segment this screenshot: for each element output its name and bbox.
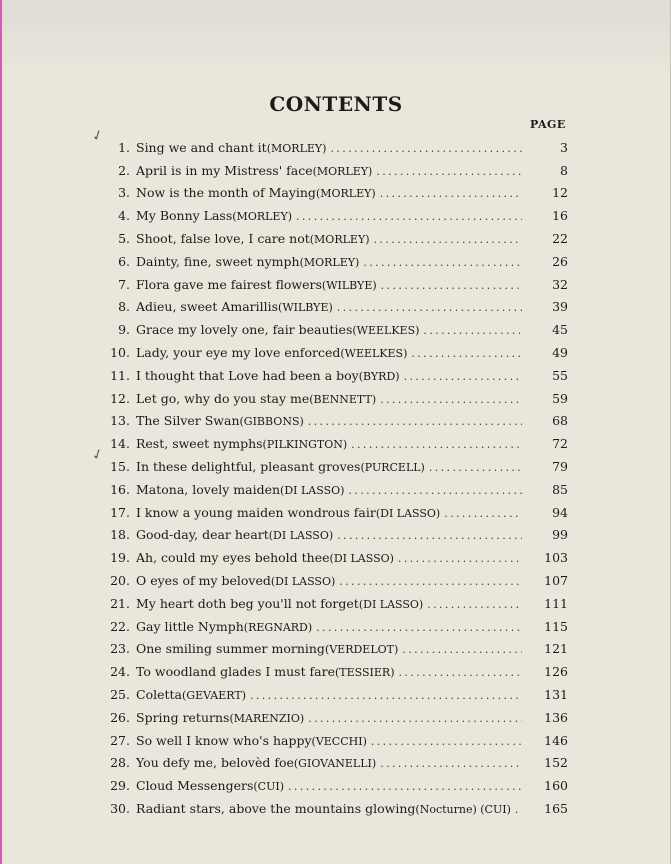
entry-title: Matona, lovely maiden xyxy=(136,481,281,497)
dot-leader xyxy=(330,142,522,155)
entry-text xyxy=(136,664,536,679)
entry-number: 18. xyxy=(110,527,130,543)
toc-row xyxy=(102,501,568,524)
dot-leader xyxy=(380,757,522,770)
entry-number: 6. xyxy=(118,253,130,269)
dot-leader xyxy=(411,347,522,360)
entry-page: 94 xyxy=(552,504,568,520)
entry-text xyxy=(136,619,536,634)
entry-composer: (PURCELL) xyxy=(360,461,425,475)
dot-leader xyxy=(296,210,522,223)
entry-title: Lady, your eye my love enforced xyxy=(136,345,341,361)
dot-leader xyxy=(363,256,522,269)
entry-composer: (GEVAERT) xyxy=(181,689,246,703)
dot-leader xyxy=(348,484,522,497)
entry-text xyxy=(136,345,536,360)
entry-number: 15. xyxy=(110,459,130,475)
entry-number: 1. xyxy=(118,139,130,155)
entry-page: 8 xyxy=(560,162,568,178)
dot-leader xyxy=(339,575,522,588)
entry-page: 131 xyxy=(544,687,568,703)
entry-composer: (DI LASSO) xyxy=(268,529,334,543)
entry-number: 2. xyxy=(118,162,130,178)
entry-title: Ah, could my eyes behold thee xyxy=(136,550,330,566)
entry-number: 17. xyxy=(110,504,130,520)
toc-row xyxy=(102,752,568,775)
entry-composer: (MORLEY) xyxy=(309,233,370,247)
entry-title: Let go, why do you stay me xyxy=(136,390,310,406)
entry-page: 136 xyxy=(544,709,568,725)
entry-page: 99 xyxy=(552,527,568,543)
entry-title: Sing we and chant it xyxy=(136,139,267,155)
entry-page: 45 xyxy=(552,322,568,338)
entry-composer: (DI LASSO) xyxy=(375,506,441,520)
dot-leader xyxy=(337,529,522,542)
entry-text xyxy=(136,254,536,269)
entry-composer: (MORLEY) xyxy=(232,210,293,224)
entry-page: 16 xyxy=(552,208,568,224)
entry-composer: (MARENZIO) xyxy=(229,711,305,725)
entry-composer: (MORLEY) xyxy=(312,164,373,178)
entry-page: 126 xyxy=(544,664,568,680)
entry-number: 3. xyxy=(118,185,130,201)
entry-title: My Bonny Lass xyxy=(136,208,233,224)
toc-row xyxy=(102,204,568,227)
entry-text xyxy=(136,436,536,451)
entry-number: 5. xyxy=(118,231,130,247)
toc-row xyxy=(102,478,568,501)
table-of-contents xyxy=(89,126,568,820)
entry-text xyxy=(136,368,536,383)
entry-title: One smiling summer morning xyxy=(136,641,325,657)
entry-composer: (BYRD) xyxy=(358,369,400,383)
entry-composer: (REGNARD) xyxy=(243,620,313,634)
entry-text xyxy=(136,231,536,246)
entry-page: 107 xyxy=(544,573,568,589)
entry-title: Adieu, sweet Amarillis xyxy=(136,299,279,315)
entry-number: 4. xyxy=(118,208,130,224)
toc-row xyxy=(102,341,568,364)
entry-title: I thought that Love had been a boy xyxy=(136,367,359,383)
toc-row xyxy=(102,615,568,638)
entry-title: Gay little Nymph xyxy=(136,618,244,634)
dot-leader xyxy=(376,165,522,178)
entry-number: 11. xyxy=(110,367,130,383)
entry-title: Rest, sweet nymphs xyxy=(136,436,263,452)
entry-text xyxy=(136,733,536,748)
dot-leader xyxy=(399,666,522,679)
entry-text xyxy=(136,755,536,770)
entry-number: 13. xyxy=(110,413,130,429)
entry-composer: (BENNETT) xyxy=(309,392,377,406)
toc-row xyxy=(102,182,568,205)
entry-title: Grace my lovely one, fair beauties xyxy=(136,322,353,338)
toc-row xyxy=(102,410,568,433)
entry-composer: (DI LASSO) xyxy=(280,483,345,497)
entry-composer: (MORLEY) xyxy=(315,187,376,201)
toc-row xyxy=(102,797,568,820)
entry-page: 121 xyxy=(544,641,568,657)
entry-composer: (PILKINGTON) xyxy=(262,438,348,452)
entry-text xyxy=(136,185,536,200)
entry-page: 115 xyxy=(544,618,568,634)
entry-page: 59 xyxy=(552,390,568,406)
entry-title: Radiant stars, above the mountains glowing xyxy=(136,801,416,816)
page-title: CONTENTS xyxy=(269,92,403,116)
entry-text xyxy=(136,687,536,702)
dot-leader xyxy=(250,689,522,702)
entry-title: April is in my Mistress' face xyxy=(136,162,313,178)
entry-title: You defy me, belovèd foe xyxy=(136,755,294,771)
entry-text xyxy=(136,710,536,725)
pencil-check-mark-icon: ✓ xyxy=(89,126,107,146)
dot-leader xyxy=(404,370,522,383)
entry-text xyxy=(136,573,536,588)
entry-text xyxy=(136,208,536,223)
entry-page: 3 xyxy=(560,139,568,155)
entry-text xyxy=(136,527,536,542)
entry-text xyxy=(136,505,536,520)
entry-page: 160 xyxy=(544,778,568,794)
toc-row xyxy=(89,126,568,159)
toc-row xyxy=(102,250,568,273)
entry-page: 32 xyxy=(552,276,568,292)
entry-page: 39 xyxy=(552,299,568,315)
entry-number: 10. xyxy=(110,345,130,361)
entry-text xyxy=(136,801,536,816)
entry-page: 12 xyxy=(552,185,568,201)
entry-title: In these delightful, pleasant groves xyxy=(136,459,361,475)
entry-text xyxy=(136,641,536,656)
entry-number: 21. xyxy=(110,595,130,611)
entry-number: 14. xyxy=(110,436,130,452)
entry-page: 72 xyxy=(552,436,568,452)
entry-text xyxy=(136,482,536,497)
dot-leader xyxy=(423,324,522,337)
entry-title: Cloud Messengers xyxy=(136,778,254,794)
entry-page: 103 xyxy=(544,550,568,566)
toc-row xyxy=(102,318,568,341)
entry-composer: (DI LASSO) xyxy=(270,575,336,589)
entry-page: 68 xyxy=(552,413,568,429)
toc-row xyxy=(102,524,568,547)
entry-text xyxy=(136,299,536,314)
entry-composer: (DI LASSO) xyxy=(329,552,394,566)
entry-number: 16. xyxy=(110,481,130,497)
entry-text xyxy=(136,163,536,178)
entry-page: 85 xyxy=(552,481,568,497)
toc-row xyxy=(102,683,568,706)
entry-composer: (WEELKES) xyxy=(352,324,420,338)
entry-number: 22. xyxy=(110,618,130,634)
entry-number: 26. xyxy=(110,709,130,725)
entry-number: 12. xyxy=(110,390,130,406)
entry-title: I know a young maiden wondrous fair xyxy=(136,504,376,520)
toc-row xyxy=(102,364,568,387)
entry-composer: (VECCHI) xyxy=(311,734,367,748)
entry-page: 79 xyxy=(552,459,568,475)
dot-leader xyxy=(308,415,522,428)
dot-leader xyxy=(351,438,522,451)
toc-row xyxy=(102,638,568,661)
entry-number: 27. xyxy=(110,732,130,748)
entry-title: O eyes of my beloved xyxy=(136,573,271,589)
entry-text xyxy=(136,391,536,406)
entry-text xyxy=(136,322,536,337)
entry-composer: (WEELKES) xyxy=(340,347,408,361)
dot-leader xyxy=(308,712,522,725)
entry-title: Spring returns xyxy=(136,709,230,725)
entry-number: 25. xyxy=(110,687,130,703)
toc-row xyxy=(102,706,568,729)
entry-text xyxy=(136,596,536,611)
entry-composer: (CUI) xyxy=(253,780,285,794)
entry-number: 9. xyxy=(118,322,130,338)
toc-row xyxy=(102,387,568,410)
entry-page: 55 xyxy=(552,367,568,383)
entry-text xyxy=(136,277,536,292)
dot-leader xyxy=(288,780,522,793)
entry-composer: (WILBYE) xyxy=(278,301,333,315)
dot-leader xyxy=(515,803,522,816)
dot-leader xyxy=(371,735,522,748)
entry-page: 26 xyxy=(552,253,568,269)
entry-text xyxy=(136,413,536,428)
dot-leader xyxy=(380,393,522,406)
entry-title: To woodland glades I must fare xyxy=(136,664,336,680)
entry-page: 146 xyxy=(544,732,568,748)
dot-leader xyxy=(444,507,522,520)
entry-composer: (VERDELOT) xyxy=(324,643,399,657)
dot-leader xyxy=(402,643,522,656)
entry-composer: (GIBBONS) xyxy=(239,415,304,429)
entry-composer: (MORLEY) xyxy=(299,255,360,269)
dot-leader xyxy=(381,279,522,292)
entry-number: 29. xyxy=(110,778,130,794)
entry-number: 23. xyxy=(110,641,130,657)
entry-text xyxy=(136,778,536,793)
toc-row xyxy=(102,159,568,182)
entry-composer: (TESSIER) xyxy=(335,666,395,680)
toc-row xyxy=(102,774,568,797)
entry-composer: (MORLEY) xyxy=(266,141,327,155)
dot-leader xyxy=(316,621,522,634)
toc-row xyxy=(102,569,568,592)
entry-number: 28. xyxy=(110,755,130,771)
entry-title: Flora gave me fairest flowers xyxy=(136,276,322,292)
entry-title: Shoot, false love, I care not xyxy=(136,231,310,247)
entry-title: Now is the month of Maying xyxy=(136,185,316,201)
entry-title: Good-day, dear heart xyxy=(136,527,269,543)
entry-number: 19. xyxy=(110,550,130,566)
toc-row xyxy=(102,296,568,319)
entry-composer: (DI LASSO) xyxy=(358,597,424,611)
toc-row xyxy=(102,432,568,455)
toc-row xyxy=(102,592,568,615)
toc-row xyxy=(102,729,568,752)
entry-page: 165 xyxy=(544,801,568,816)
entry-page: 152 xyxy=(544,755,568,771)
entry-text xyxy=(136,140,536,155)
entry-title: The Silver Swan xyxy=(136,413,240,429)
dot-leader xyxy=(398,552,522,565)
dot-leader xyxy=(427,598,522,611)
entry-page: 22 xyxy=(552,231,568,247)
entry-composer: (Nocturne) (CUI) xyxy=(415,803,511,816)
entry-text xyxy=(136,459,536,474)
entry-text xyxy=(136,550,536,565)
entry-composer: (GIOVANELLI) xyxy=(293,757,377,771)
entry-title: My heart doth beg you'll not forget xyxy=(136,595,359,611)
entry-title: Dainty, fine, sweet nymph xyxy=(136,253,300,269)
entry-number: 24. xyxy=(110,664,130,680)
dot-leader xyxy=(374,233,523,246)
toc-row xyxy=(102,660,568,683)
page-column-header: PAGE xyxy=(530,118,566,131)
entry-number: 7. xyxy=(118,276,130,292)
toc-row xyxy=(102,546,568,569)
dot-leader xyxy=(337,301,522,314)
dot-leader xyxy=(380,187,522,200)
entry-number: 20. xyxy=(110,573,130,589)
entry-number: 8. xyxy=(118,299,130,315)
bleed-through-shadow xyxy=(2,0,670,75)
entry-title: So well I know who's happy xyxy=(136,732,312,748)
entry-title: Coletta xyxy=(136,687,182,703)
entry-page: 49 xyxy=(552,345,568,361)
entry-number: 30. xyxy=(110,801,130,816)
toc-row xyxy=(102,273,568,296)
toc-row xyxy=(102,227,568,250)
pencil-check-mark-icon: ✓ xyxy=(89,445,107,465)
entry-composer: (WILBYE) xyxy=(321,278,377,292)
entry-page: 111 xyxy=(544,595,568,611)
dot-leader xyxy=(429,461,522,474)
